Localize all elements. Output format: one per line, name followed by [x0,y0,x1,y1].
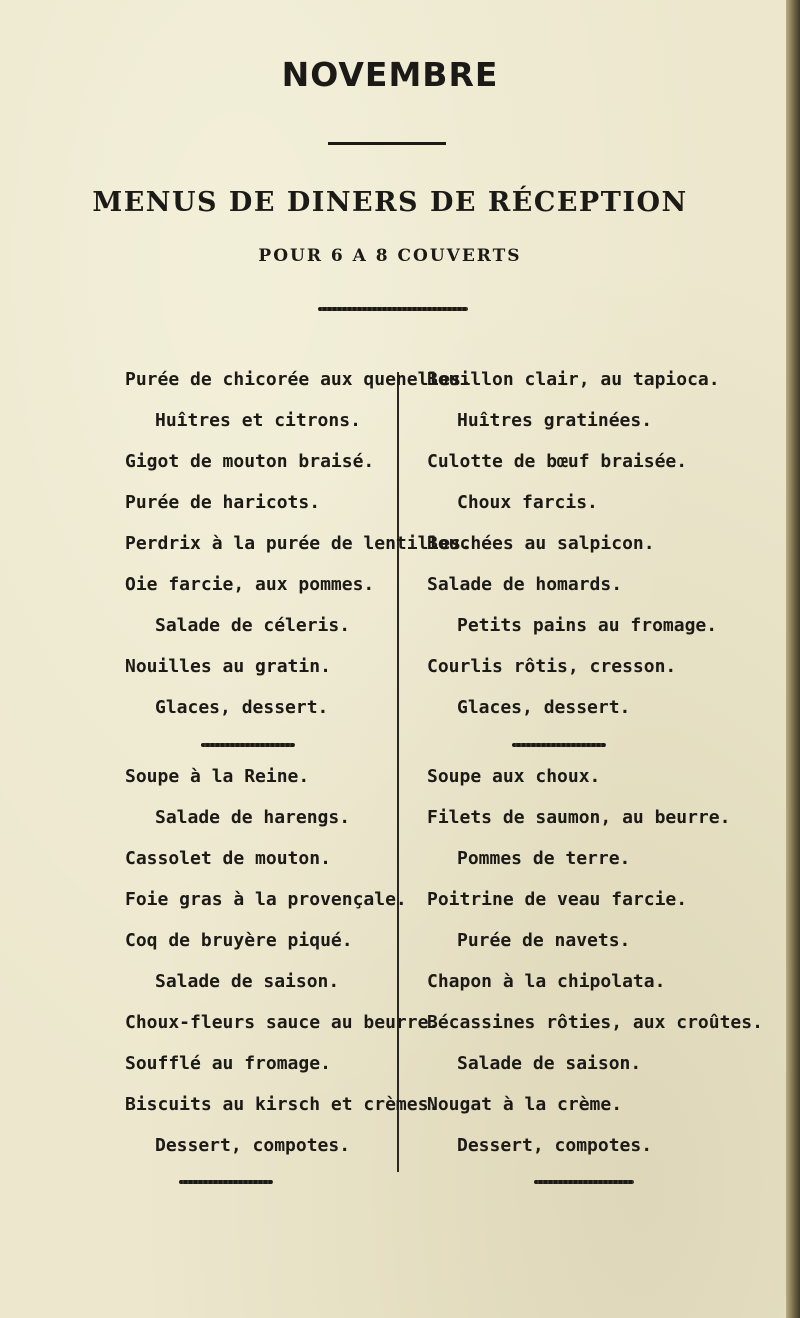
menu-item: Huîtres et citrons. [155,410,361,431]
menu-item: Purée de navets. [457,930,631,951]
menu-bottom-right [427,765,763,1175]
menu-item: Nouilles au gratin. [125,656,331,677]
menu-item: Salade de saison. [457,1053,642,1074]
section-divider-right [512,743,606,747]
header-divider [318,307,468,311]
menu-item: Oie farcie, aux pommes. [125,574,375,595]
menu-item: Bécassines rôties, aux croûtes. [427,1012,763,1033]
menu-item: Salade de homards. [427,574,623,595]
menu-item: Foie gras à la provençale. [125,889,407,910]
footer-divider-right [534,1180,634,1184]
page-title: NOVEMBRE [281,55,499,94]
menu-item: Coq de bruyère piqué. [125,930,353,951]
menu-item: Gigot de mouton braisé. [125,451,375,472]
page-subtitle: MENUS DE DINERS DE RÉCEPTION [92,187,688,218]
menu-item: Choux farcis. [457,492,598,513]
menu-item: Bouchées au salpicon. [427,533,655,554]
menu-item: Glaces, dessert. [155,697,329,718]
menu-item: Filets de saumon, au beurre. [427,807,731,828]
menu-item: Biscuits au kirsch et crèmes. [125,1094,440,1115]
menu-item: Bouillon clair, au tapioca. [427,369,720,390]
menu-item: Soupe à la Reine. [125,766,310,787]
menu-item: Petits pains au fromage. [457,615,718,636]
menu-item: Pommes de terre. [457,848,631,869]
footer-divider-left [179,1180,273,1184]
menu-item: Soupe aux choux. [427,766,601,787]
menu-item: Cassolet de mouton. [125,848,331,869]
menu-item: Poitrine de veau farcie. [427,889,688,910]
menu-item: Choux-fleurs sauce au beurre. [125,1012,440,1033]
menu-top-left [125,368,472,737]
menu-item: Soufflé au fromage. [125,1053,331,1074]
menu-item: Salade de céleris. [155,615,351,636]
guest-count: POUR 6 A 8 COUVERTS [258,246,522,266]
menu-item: Salade de saison. [155,971,340,992]
menu-item: Glaces, dessert. [457,697,631,718]
menu-item: Chapon à la chipolata. [427,971,666,992]
menu-item: Nougat à la crème. [427,1094,623,1115]
page-edge [786,0,800,1318]
menu-item: Salade de harengs. [155,807,351,828]
menu-item: Courlis rôtis, cresson. [427,656,677,677]
title-rule [328,142,446,145]
menu-item: Purée de haricots. [125,492,321,513]
section-divider-left [201,743,295,747]
menu-item: Dessert, compotes. [155,1135,351,1156]
menu-item: Perdrix à la purée de lentilles. [125,533,472,554]
menu-item: Culotte de bœuf braisée. [427,451,688,472]
menu-bottom-left [125,765,439,1175]
menu-item: Purée de chicorée aux quenelles. [125,369,472,390]
menu-top-right [427,368,720,737]
menu-item: Dessert, compotes. [457,1135,653,1156]
menu-item: Huîtres gratinées. [457,410,653,431]
